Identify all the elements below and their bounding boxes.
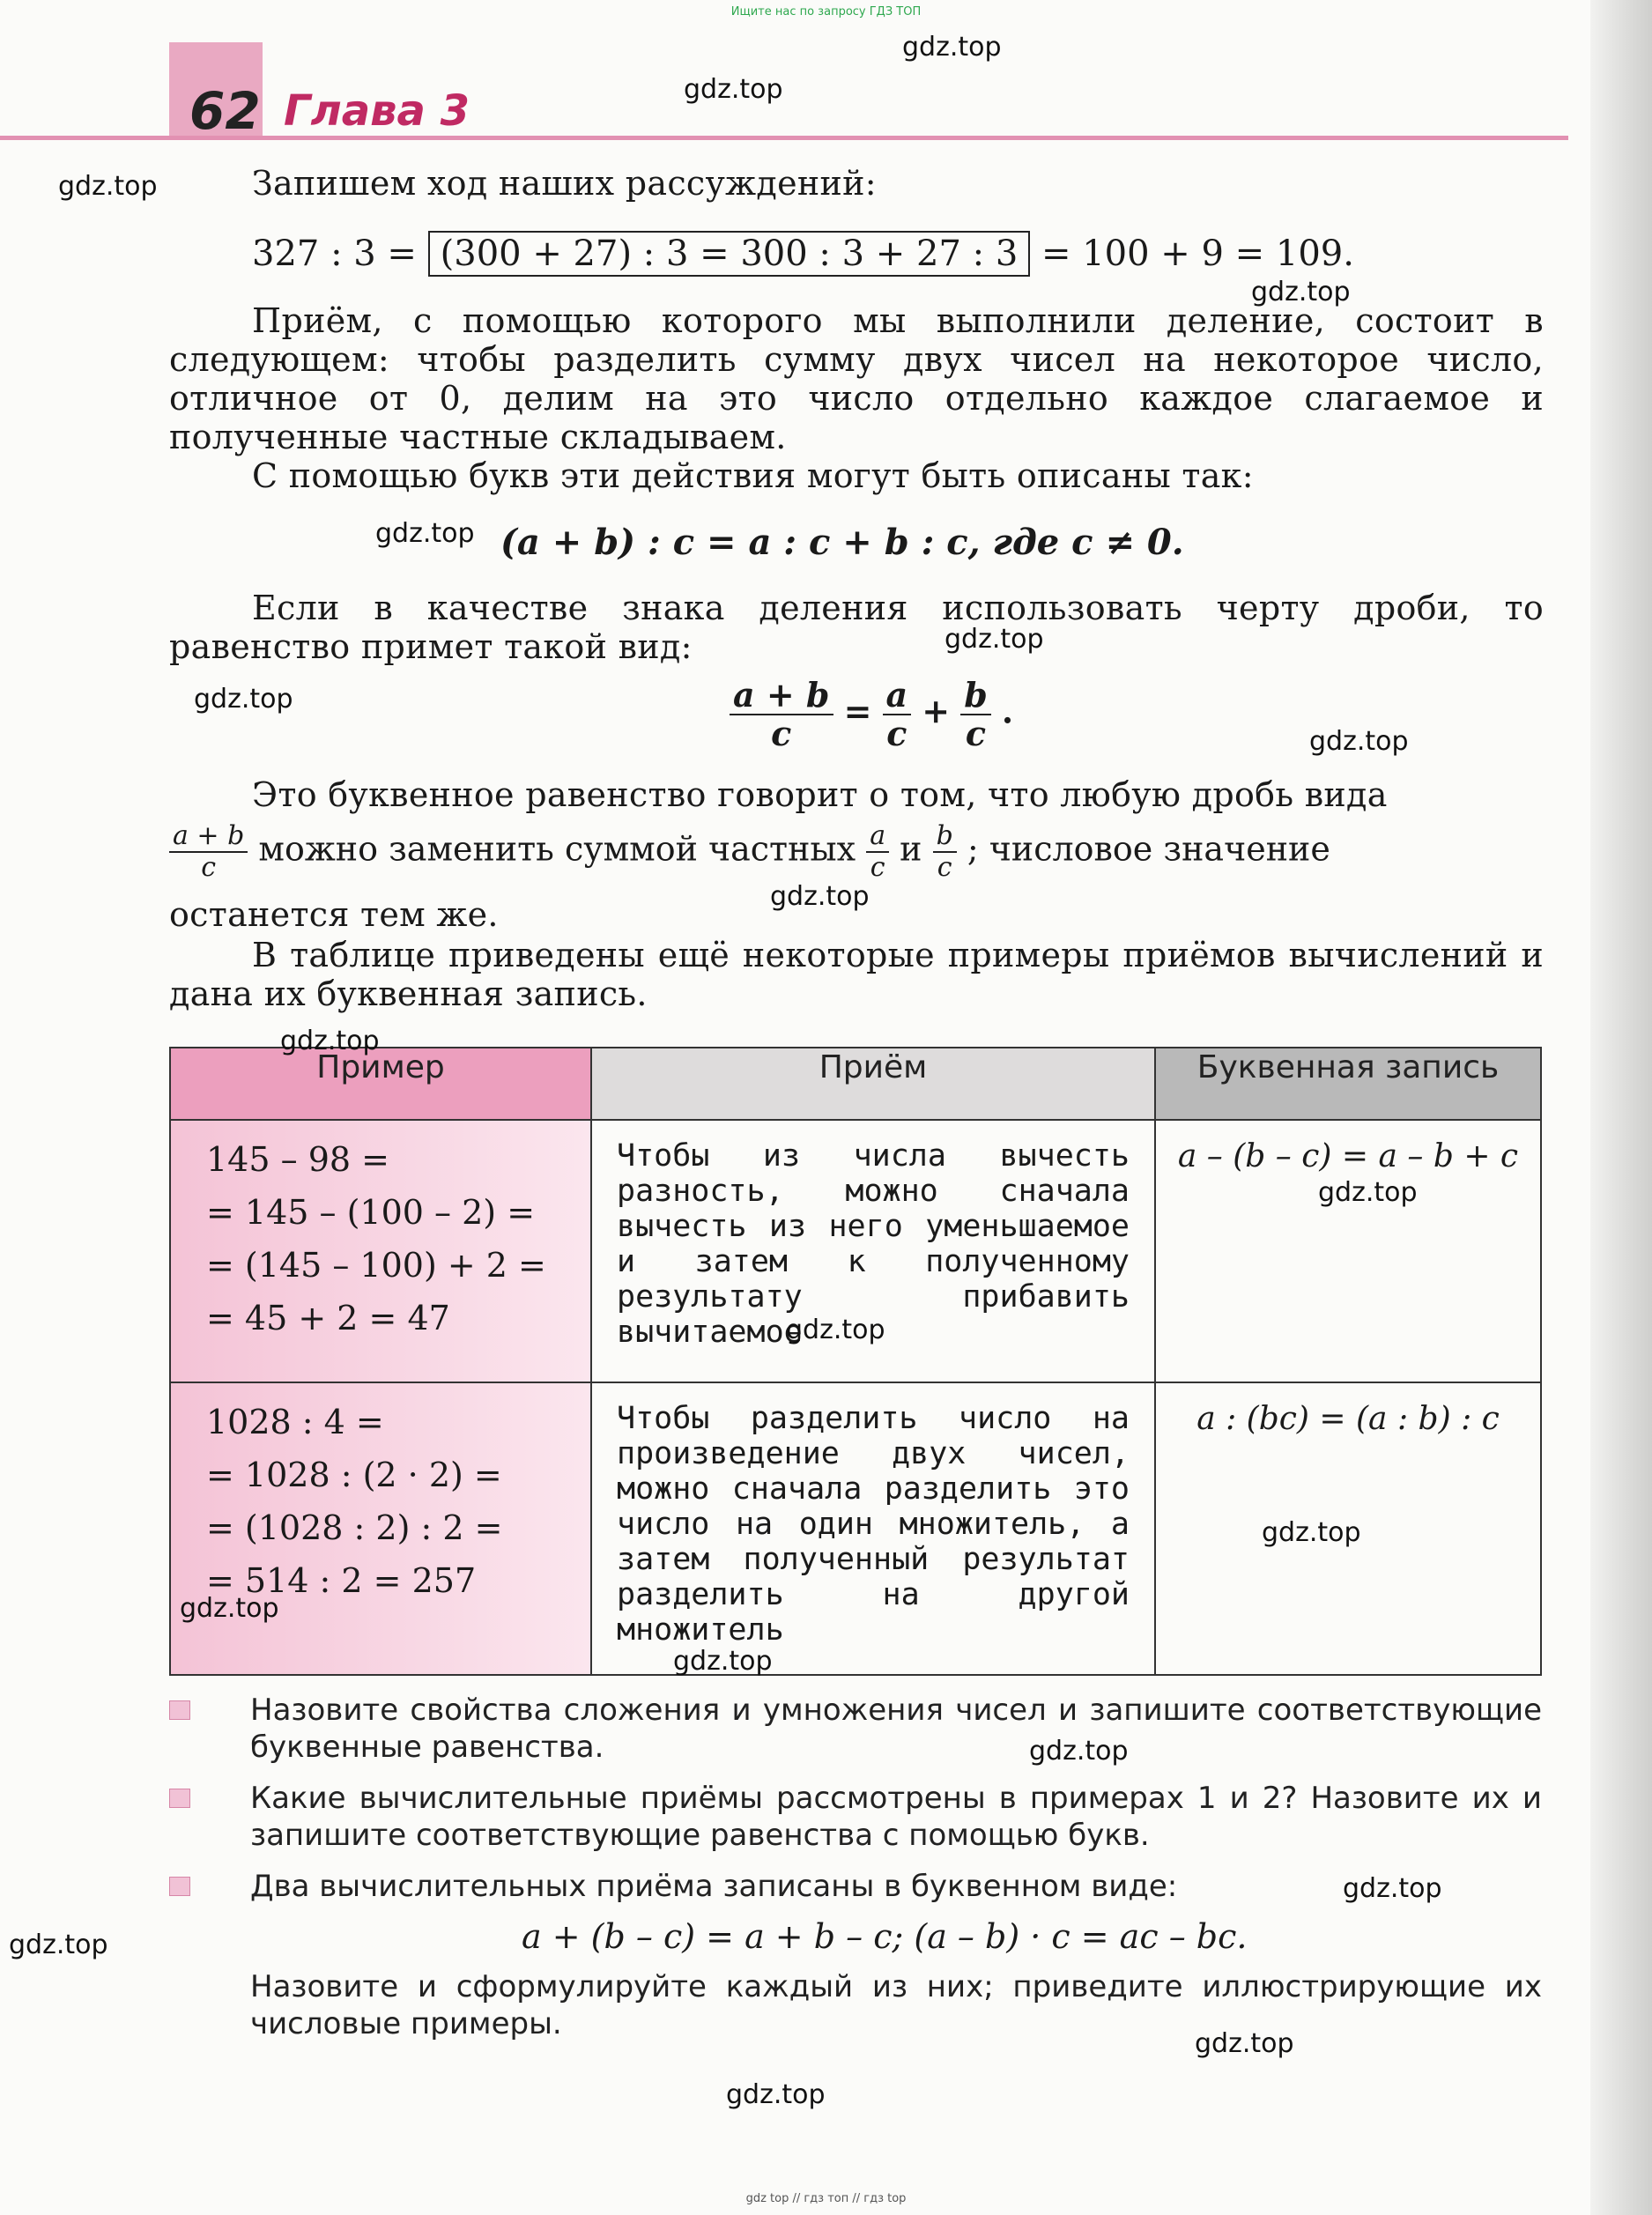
table-cell-example: 1028 : 4 = = 1028 : (2 · 2) = = (1028 : 2) : 2 = = 514 : 2 = 257 — [170, 1382, 591, 1675]
question-formula: a + (b – c) = a + b – c; (a – b) · c = ac – bc. — [522, 1917, 1248, 1956]
question-marker-icon — [169, 1700, 190, 1720]
watermark: gdz.top — [9, 1930, 108, 1960]
page-edge-shadow — [1590, 0, 1652, 2215]
paragraph-fraction: Если в качестве знака деления использовать черту дроби, то равенство примет такой вид: — [169, 589, 1544, 666]
equation-letters: (a + b) : c = a : c + b : c, где c ≠ 0. — [500, 522, 1184, 563]
watermark: gdz.top — [180, 1593, 279, 1624]
paragraph-meaning-line1: Это буквенное равенство говорит о том, что любую дробь вида — [252, 775, 1388, 814]
watermark: gdz.top — [1318, 1177, 1418, 1208]
watermark: gdz.top — [673, 1646, 773, 1677]
watermark: gdz.top — [1251, 277, 1351, 307]
watermark: gdz.top — [945, 624, 1044, 655]
watermark: gdz.top — [726, 2079, 826, 2110]
paragraph-table-intro: В таблице приведены ещё некоторые примеры приёмов вычислений и дана их буквенная запись. — [169, 936, 1544, 1013]
watermark: gdz.top — [684, 74, 783, 105]
table-cell-method: Чтобы из числа вычесть разность, можно сначала вычесть из него уменьшаемое и затем к полученному результату прибавить вычитаемое — [591, 1120, 1155, 1382]
table-cell-formula: a – (b – c) = a – b + c — [1155, 1120, 1541, 1382]
watermark: gdz.top — [1029, 1736, 1129, 1767]
fraction-inline-sum: $\frac{a + b}{c}$ — [169, 821, 248, 883]
question-item — [169, 1692, 1544, 1771]
watermark: gdz.top — [280, 1026, 380, 1056]
watermark: gdz.top — [1343, 1873, 1442, 1904]
methods-table — [169, 1047, 1542, 1676]
fraction-inline-b: $\frac{b}{c}$ — [933, 821, 957, 883]
table-header-example: Пример — [170, 1048, 591, 1120]
fraction-b: $\frac{b}{c}$ — [960, 677, 991, 752]
paragraph-letters: С помощью букв эти действия могут быть описаны так: — [252, 456, 1254, 495]
question-marker-icon — [169, 1789, 190, 1808]
paragraph-intro: Запишем ход наших рассуждений: — [252, 164, 877, 203]
table-header-method: Приём — [591, 1048, 1155, 1120]
question-item — [169, 1780, 1544, 1859]
table-cell-formula: a : (bc) = (a : b) : c — [1155, 1382, 1541, 1675]
bottom-note: gdz top // гдз топ // гдз top — [745, 2192, 907, 2205]
question-text: Какие вычислительные приёмы рассмотрены в примерах 1 и 2? Назовите их и запишите соответствующие равенства с помощью букв. — [250, 1781, 1542, 1853]
watermark: gdz.top — [375, 518, 475, 549]
watermark: gdz.top — [58, 171, 158, 202]
table-cell-example: 145 – 98 = = 145 – (100 – 2) = = (145 – 100) + 2 = = 45 + 2 = 47 — [170, 1120, 591, 1382]
watermark: gdz.top — [194, 684, 293, 715]
question-marker-icon — [169, 1877, 190, 1896]
equation-division: 327 : 3 = (300 + 27) : 3 = 300 : 3 + 27 : 3 = 100 + 9 = 109. — [252, 231, 1354, 277]
question-text: Два вычислительных приёма записаны в буквенном виде: — [250, 1869, 1178, 1904]
table-header-row — [170, 1048, 1541, 1120]
question-text: Назовите свойства сложения и умножения чисел и запишите соответствующие буквенные равенства. — [250, 1693, 1542, 1765]
paragraph-meaning-line3: останется тем же. — [169, 895, 499, 934]
chapter-title: Глава 3 — [284, 86, 470, 136]
page-number: 62 — [189, 81, 261, 141]
watermark: gdz.top — [902, 32, 1002, 63]
question-text-tail: Назовите и сформулируйте каждый из них; приведите иллюстрирующие их числовые примеры. — [250, 1969, 1542, 2041]
fraction-a: $\frac{a}{c}$ — [883, 677, 912, 752]
watermark: gdz.top — [1262, 1517, 1361, 1548]
watermark: gdz.top — [1309, 726, 1409, 757]
fraction-inline-a: $\frac{a}{c}$ — [866, 821, 889, 883]
paragraph-meaning-line2: $\frac{a + b}{c}$ можно заменить суммой частных $\frac{a}{c}$ и $\frac{b}{c}$ ; числовое значение — [169, 821, 1330, 883]
paragraph-method: Приём, с помощью которого мы выполнили деление, состоит в следующем: чтобы разделить сумму двух чисел на некоторое число, отличное от 0, делим на это число отдельно каждое слагаемое и полученные частные складываем. — [169, 301, 1544, 456]
watermark: gdz.top — [1195, 2028, 1294, 2059]
equation-fraction: $\frac{a + b}{c}$ = $\frac{a}{c}$ + $\frac{b}{c}$ . — [730, 677, 1013, 752]
table-header-formula: Буквенная запись — [1155, 1048, 1541, 1120]
question-item — [169, 1868, 1544, 2053]
watermark: gdz.top — [786, 1315, 885, 1345]
watermark: gdz.top — [770, 881, 870, 912]
table-cell-method: Чтобы разделить число на произведение двух чисел, можно сначала разделить это число на один множитель, а затем полученный результат разделить на другой множитель — [591, 1382, 1155, 1675]
boxed-expression: (300 + 27) : 3 = 300 : 3 + 27 : 3 — [428, 231, 1031, 277]
top-note: Ищите нас по запросу ГДЗ ТОП — [730, 5, 922, 19]
fraction-sum: $\frac{a + b}{c}$ — [730, 677, 833, 752]
